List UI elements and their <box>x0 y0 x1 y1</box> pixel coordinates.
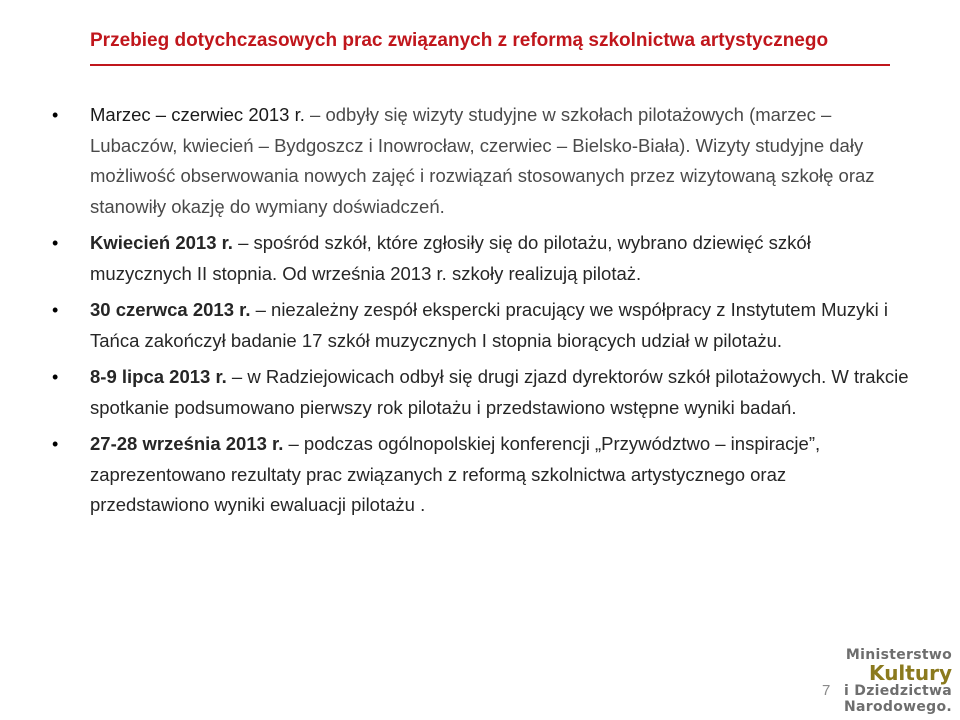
bullet-date: Kwiecień 2013 r. <box>90 232 233 253</box>
bullet-date: 27-28 września 2013 r. <box>90 433 284 454</box>
bullet-text: – odbyły się wizyty studyjne w szkołach pilotażowych (marzec – Lubaczów, kwiecień – Bydgoszcz i Inowrocław, czerwiec – Bielsko-Biała). Wizyty studyjne dały możliwość obserwowania nowych zajęć i rozwiązań stosowanych przez wizytowaną szkołę oraz stanowiły okazję do wymiany doświadczeń. <box>90 104 875 217</box>
bullet-date: 30 czerwca 2013 r. <box>90 299 251 320</box>
bullet-text: – w Radziejowicach odbył się drugi zjazd dyrektorów szkół pilotażowych. W trakcie spotkanie podsumowano pierwszy rok pilotażu i przedstawiono wstępne wyniki badań. <box>90 366 909 418</box>
logo-line-3: i Dziedzictwa <box>844 683 952 699</box>
title-divider <box>90 64 890 66</box>
bullet-item <box>90 429 910 521</box>
logo-line-4: Narodowego. <box>843 699 952 715</box>
bullet-text: – podczas ogólnopolskiej konferencji „Przywództwo – inspiracje”, zaprezentowano rezultaty prac związanych z reformą szkolnictwa artystycznego oraz przedstawiono wyniki ewaluacji pilotażu . <box>90 433 821 515</box>
bullet-item <box>90 100 910 222</box>
bullet-date: 8-9 lipca 2013 r. <box>90 366 227 387</box>
page-number: 7 <box>822 682 831 699</box>
bullet-item <box>90 295 910 356</box>
bullet-list <box>90 100 910 527</box>
bullet-date: Marzec – czerwiec 2013 r. <box>90 104 305 125</box>
ministry-logo <box>844 648 952 714</box>
logo-line-1: Ministerstwo <box>845 647 952 663</box>
bullet-text: – spośród szkół, które zgłosiły się do pilotażu, wybrano dziewięć szkół muzycznych II stopnia. Od września 2013 r. szkoły realizują pilotaż. <box>90 232 811 284</box>
logo-line-2: Kultury <box>869 661 952 685</box>
bullet-item <box>90 228 910 289</box>
bullet-text: – niezależny zespół ekspercki pracujący we współpracy z Instytutem Muzyki i Tańca zakończył badanie 17 szkół muzycznych I stopnia biorących udział w pilotażu. <box>90 299 888 351</box>
bullet-item <box>90 362 910 423</box>
slide-title: Przebieg dotychczasowych prac związanych z reformą szkolnictwa artystycznego <box>90 30 829 51</box>
